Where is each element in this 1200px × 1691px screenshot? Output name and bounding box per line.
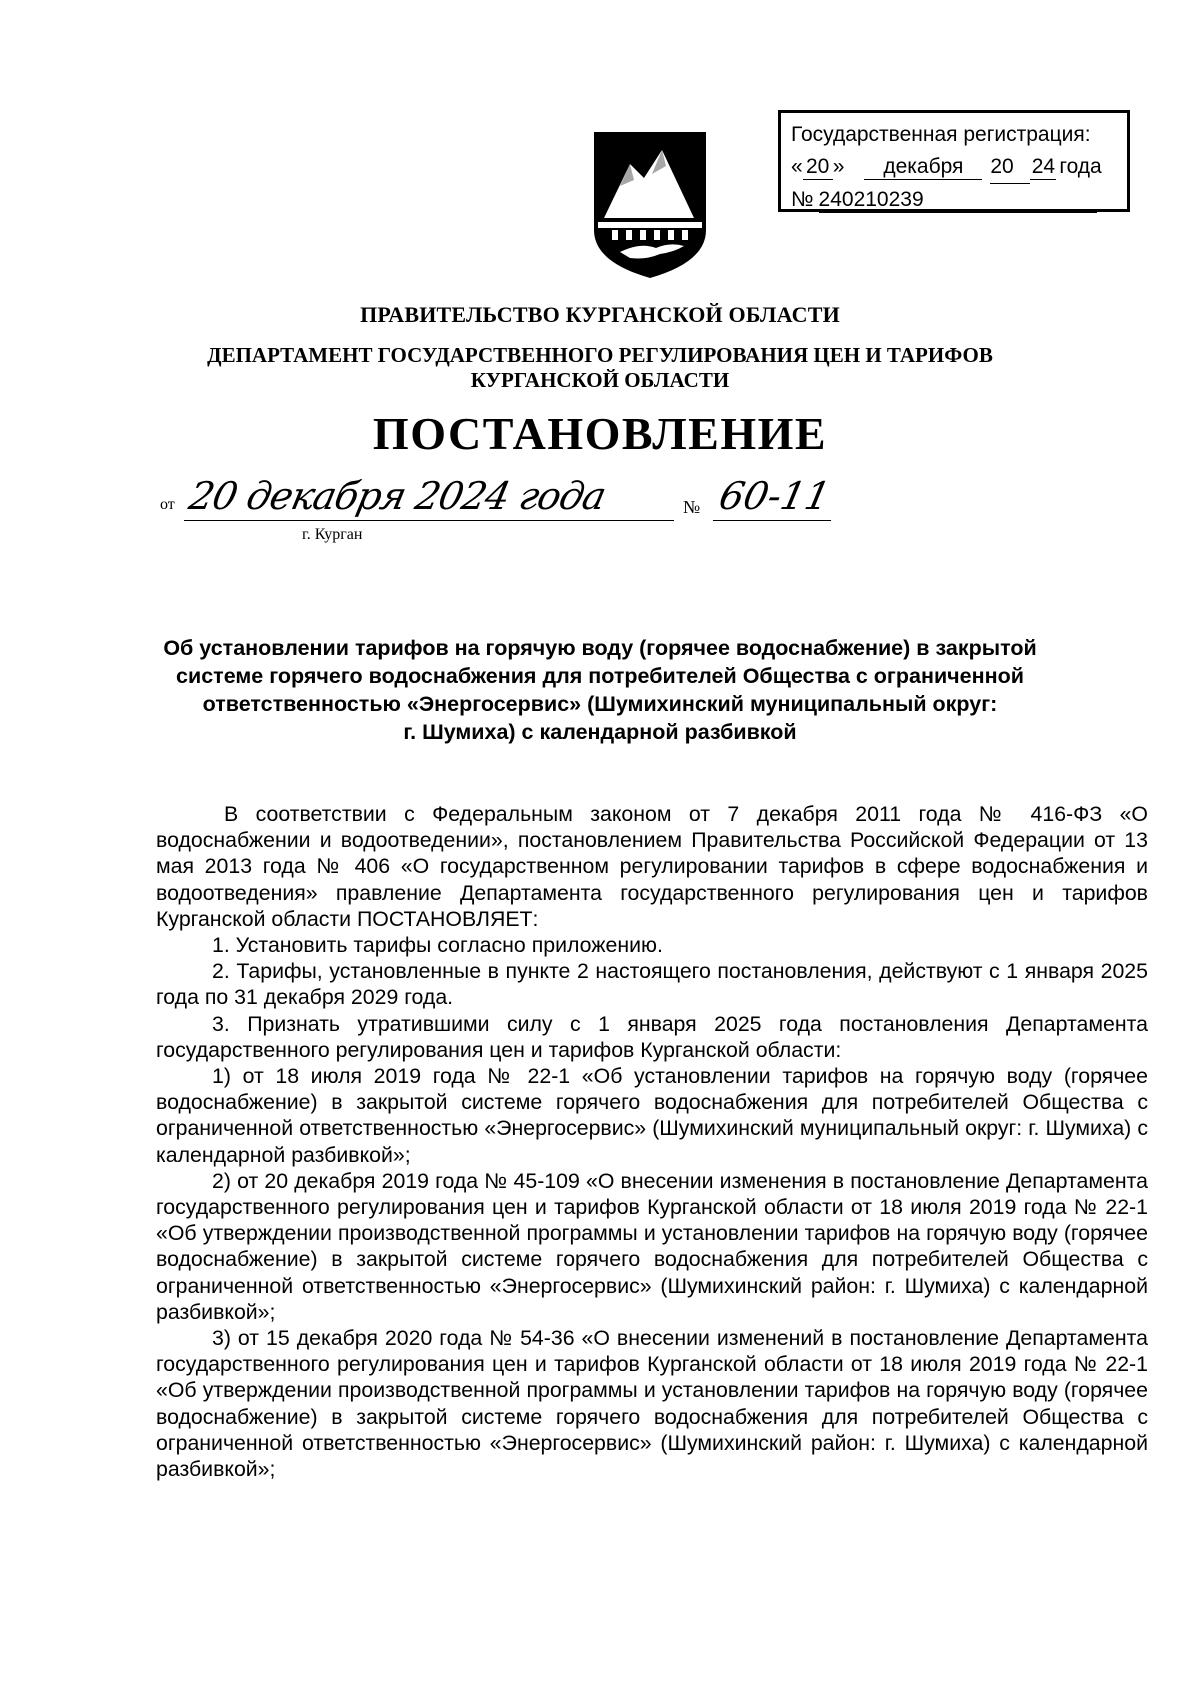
body-preamble: В соответствии с Федеральным законом от 7 декабря 2011 года № 416-ФЗ «О водоснабжении и водоотведении», постановлением Правительства Российской Федерации от 13 мая 2013 года № 406 «О государственном регулировании тарифов в сфере водоснабжения и водоотведения» правление Департамента государственного регулирования цен и тарифов Курганской области ПОСТАНОВЛЯЕТ: [156, 802, 1148, 931]
title-line1: Об установлении тарифов на горячую воду (горячее водоснабжение) в закрытой [163, 636, 1037, 660]
number-label: № [683, 497, 701, 517]
body-subitem-3: 3) от 15 декабря 2020 года № 54-36 «О внесении изменений в постановление Департамента государственного регулирования цен и тарифов Курганской области от 18 июля 2019 года № 22-1 «Об утверждении производственной программы и установлении тарифов на горячую воду (горячее водоснабжение) в закрытой системе горячего водоснабжения для потребителей Общества с ограниченной ответственностью «Энергосервис» (Шумихинский район: г. Шумиха) с календарной разбивкой»; [156, 1326, 1148, 1482]
title-line3: ответственностью «Энергосервис» (Шумихинский муниципальный округ: [202, 692, 998, 716]
title-line2: системе горячего водоснабжения для потребителей Общества с ограниченной [176, 664, 1024, 688]
registration-number: 240210239 [819, 188, 1097, 213]
coat-of-arms-icon [590, 130, 710, 280]
registration-year-suffix: 24 [1031, 155, 1056, 178]
body-subitem-1: 1) от 18 июля 2019 года № 22-1 «Об установлении тарифов на горячую воду (горячее водоснабжение) в закрытой системе горячего водоснабжения для потребителей Общества с ограниченной ответственностью «Энергосервис» (Шумихинский муниципальный округ: г. Шумиха) с календарной разбивкой»; [156, 1064, 1148, 1167]
registration-number-label: № [791, 188, 814, 211]
handwritten-number: 60-11 [715, 474, 835, 518]
registration-label: Государственная регистрация: [791, 123, 1091, 146]
body-subitem-2: 2) от 20 декабря 2019 года № 45-109 «О внесении изменения в постановление Департамента государственного регулирования цен и тарифов Курганской области от 18 июля 2019 года № 22-1 «Об утверждении производственной программы и установлении тарифов на горячую воду (горячее водоснабжение) в закрытой системе горячего водоснабжения для потребителей Общества с ограниченной ответственностью «Энергосервис» (Шумихинский район: г. Шумиха) с календарной разбивкой»; [156, 1168, 1148, 1324]
title-line4: г. Шумиха) с календарной разбивкой [403, 720, 797, 744]
registration-number-line [791, 184, 1117, 216]
body-item-3: 3. Признать утратившими силу с 1 января 2025 года постановления Департамента государственного регулирования цен и тарифов Курганской области: [156, 1011, 1148, 1062]
registration-day: 20 [803, 155, 833, 180]
department-heading [0, 343, 1200, 393]
government-heading: ПРАВИТЕЛЬСТВО КУРГАНСКОЙ ОБЛАСТИ [360, 302, 840, 327]
registration-month: декабря [864, 155, 982, 180]
date-from-label: от [160, 496, 175, 513]
department-heading-line1: ДЕПАРТАМЕНТ ГОСУДАРСТВЕННОГО РЕГУЛИРОВАНИЯ ЦЕН И ТАРИФОВ [207, 343, 993, 367]
date-underline [184, 520, 674, 521]
document-title [150, 634, 1050, 746]
handwritten-date: 20 декабря 2024 года [185, 474, 610, 518]
department-heading-line2: КУРГАНСКОЙ ОБЛАСТИ [470, 368, 730, 392]
document-type-heading: ПОСТАНОВЛЕНИЕ [372, 408, 828, 459]
date-number-line [160, 474, 835, 543]
registration-stamp [778, 110, 1130, 212]
registration-year-prefix: 20 [990, 151, 1030, 184]
body-item-2: 2. Тарифы, установленные в пункте 2 настоящего постановления, действуют с 1 января 2025 года по 31 декабря 2029 года. [156, 959, 1148, 1010]
city-label: г. Курган [302, 526, 363, 543]
registration-year-word: года [1059, 155, 1102, 178]
document-body [156, 801, 1148, 1482]
registration-date: « 20 » декабря 20 24 года [791, 151, 1117, 184]
number-underline [713, 520, 831, 521]
body-item-1: 1. Установить тарифы согласно приложению. [212, 933, 663, 958]
